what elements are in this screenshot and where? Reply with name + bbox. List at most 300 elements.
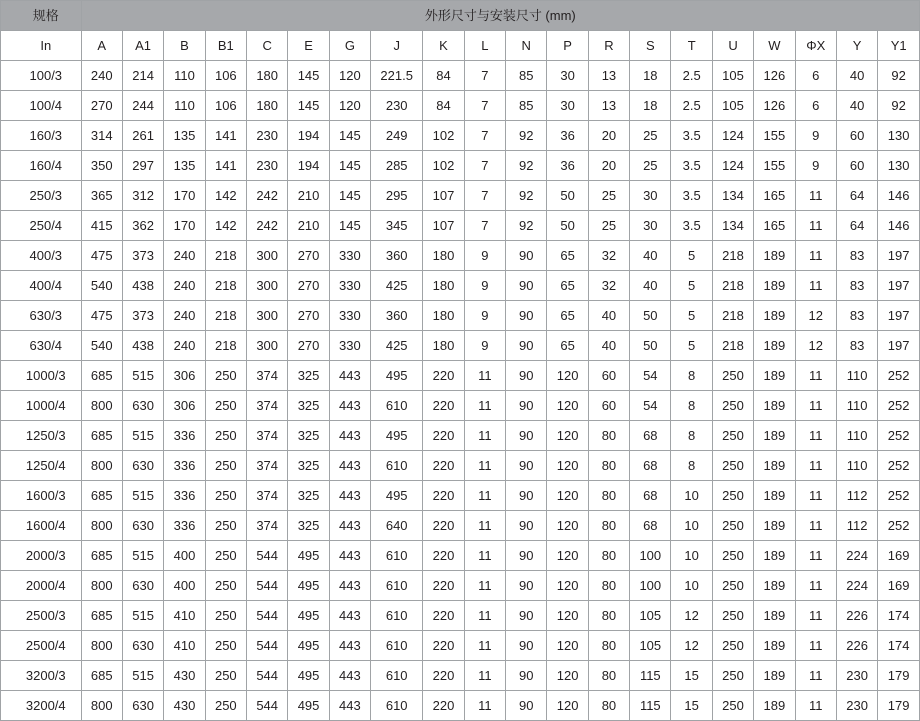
table-cell: 800: [81, 691, 122, 721]
table-cell: 374: [247, 391, 288, 421]
table-cell: 544: [247, 691, 288, 721]
table-cell: 170: [164, 211, 205, 241]
table-cell: 250: [712, 481, 753, 511]
table-cell: 32: [588, 271, 629, 301]
table-cell: 11: [464, 421, 505, 451]
table-cell: 25: [588, 211, 629, 241]
column-header-y1: Y1: [878, 31, 920, 61]
table-cell: 685: [81, 481, 122, 511]
table-cell: 189: [754, 451, 795, 481]
table-cell: 300: [247, 241, 288, 271]
table-cell: 90: [506, 571, 547, 601]
table-cell: 226: [836, 631, 877, 661]
table-row: [1, 61, 920, 91]
table-cell: 20: [588, 151, 629, 181]
table-cell: 544: [247, 661, 288, 691]
column-header-j: J: [371, 31, 423, 61]
table-cell: 110: [836, 361, 877, 391]
table-cell: 80: [588, 601, 629, 631]
table-cell: 250: [205, 631, 246, 661]
table-cell: 495: [371, 481, 423, 511]
table-cell: 13: [588, 61, 629, 91]
table-cell: 180: [423, 301, 464, 331]
table-cell: 189: [754, 661, 795, 691]
table-cell: 170: [164, 181, 205, 211]
column-header-x: ΦX: [795, 31, 836, 61]
table-cell: 250: [712, 601, 753, 631]
table-cell: 242: [247, 181, 288, 211]
table-cell: 240: [164, 331, 205, 361]
table-cell: 145: [329, 121, 370, 151]
table-cell: 610: [371, 541, 423, 571]
table-cell: 250: [205, 481, 246, 511]
table-cell: 142: [205, 181, 246, 211]
table-cell: 3.5: [671, 211, 712, 241]
table-cell: 146: [878, 181, 920, 211]
table-cell: 50: [547, 211, 588, 241]
table-cell: 218: [205, 241, 246, 271]
table-cell: 115: [630, 691, 671, 721]
table-cell: 221.5: [371, 61, 423, 91]
table-cell: 443: [329, 661, 370, 691]
table-cell: 220: [423, 391, 464, 421]
table-cell: 443: [329, 451, 370, 481]
table-cell: 425: [371, 331, 423, 361]
table-cell: 141: [205, 151, 246, 181]
table-cell: 11: [464, 481, 505, 511]
table-cell: 430: [164, 661, 205, 691]
table-cell: 65: [547, 241, 588, 271]
table-cell: 169: [878, 541, 920, 571]
table-cell: 540: [81, 331, 122, 361]
table-cell: 68: [630, 511, 671, 541]
table-cell: 374: [247, 451, 288, 481]
table-cell: 11: [795, 391, 836, 421]
table-top-header-row: [1, 1, 920, 31]
table-cell: 220: [423, 511, 464, 541]
table-cell: 495: [288, 601, 329, 631]
table-cell: 105: [630, 601, 671, 631]
table-cell: 336: [164, 511, 205, 541]
table-row: [1, 331, 920, 361]
table-cell: 250: [712, 691, 753, 721]
table-row: [1, 121, 920, 151]
table-cell: 220: [423, 451, 464, 481]
table-cell: 325: [288, 421, 329, 451]
table-cell: 18: [630, 91, 671, 121]
table-cell: 120: [329, 61, 370, 91]
table-cell: 80: [588, 691, 629, 721]
table-cell: 9: [464, 331, 505, 361]
table-cell: 115: [630, 661, 671, 691]
table-cell: 30: [630, 211, 671, 241]
table-cell: 112: [836, 511, 877, 541]
column-header-e: E: [288, 31, 329, 61]
table-cell: 443: [329, 691, 370, 721]
table-cell: 362: [122, 211, 163, 241]
table-cell: 68: [630, 421, 671, 451]
table-cell: 800: [81, 391, 122, 421]
table-cell: 126: [754, 61, 795, 91]
table-cell: 400: [164, 571, 205, 601]
table-cell: 330: [329, 271, 370, 301]
table-cell: 443: [329, 481, 370, 511]
table-cell: 374: [247, 481, 288, 511]
table-cell: 83: [836, 241, 877, 271]
table-cell: 285: [371, 151, 423, 181]
table-cell: 54: [630, 391, 671, 421]
table-cell: 15: [671, 691, 712, 721]
table-cell: 65: [547, 301, 588, 331]
table-cell: 220: [423, 421, 464, 451]
table-cell: 120: [547, 451, 588, 481]
table-cell: 189: [754, 541, 795, 571]
table-row: [1, 301, 920, 331]
table-cell: 145: [329, 151, 370, 181]
table-cell: 270: [81, 91, 122, 121]
table-cell: 297: [122, 151, 163, 181]
table-cell: 7: [464, 211, 505, 241]
table-cell: 220: [423, 361, 464, 391]
row-spec-label: 3200/3: [1, 661, 82, 691]
column-header-y: Y: [836, 31, 877, 61]
table-cell: 220: [423, 601, 464, 631]
table-cell: 540: [81, 271, 122, 301]
table-cell: 11: [795, 601, 836, 631]
table-cell: 220: [423, 661, 464, 691]
table-cell: 10: [671, 571, 712, 601]
table-cell: 197: [878, 241, 920, 271]
table-cell: 5: [671, 271, 712, 301]
table-cell: 443: [329, 571, 370, 601]
table-cell: 92: [878, 61, 920, 91]
table-cell: 495: [288, 631, 329, 661]
table-cell: 10: [671, 541, 712, 571]
table-cell: 544: [247, 571, 288, 601]
table-cell: 495: [288, 661, 329, 691]
table-cell: 250: [205, 571, 246, 601]
table-cell: 120: [547, 511, 588, 541]
table-cell: 120: [547, 361, 588, 391]
table-cell: 630: [122, 391, 163, 421]
row-spec-label: 630/4: [1, 331, 82, 361]
table-cell: 443: [329, 391, 370, 421]
table-column-header-row: [1, 31, 920, 61]
table-cell: 92: [506, 121, 547, 151]
table-cell: 11: [464, 571, 505, 601]
column-header-b: B: [164, 31, 205, 61]
table-cell: 210: [288, 211, 329, 241]
table-cell: 189: [754, 571, 795, 601]
table-cell: 8: [671, 391, 712, 421]
table-cell: 30: [547, 91, 588, 121]
table-cell: 610: [371, 691, 423, 721]
table-cell: 495: [371, 361, 423, 391]
table-cell: 325: [288, 481, 329, 511]
table-cell: 610: [371, 661, 423, 691]
table-cell: 410: [164, 601, 205, 631]
table-cell: 610: [371, 451, 423, 481]
table-cell: 40: [630, 241, 671, 271]
table-cell: 261: [122, 121, 163, 151]
table-cell: 250: [712, 541, 753, 571]
table-cell: 90: [506, 631, 547, 661]
table-cell: 135: [164, 121, 205, 151]
table-cell: 224: [836, 571, 877, 601]
table-cell: 544: [247, 541, 288, 571]
table-cell: 630: [122, 571, 163, 601]
table-cell: 11: [795, 271, 836, 301]
table-cell: 110: [836, 391, 877, 421]
table-cell: 218: [712, 301, 753, 331]
table-cell: 610: [371, 631, 423, 661]
table-cell: 90: [506, 421, 547, 451]
table-cell: 300: [247, 271, 288, 301]
table-cell: 64: [836, 211, 877, 241]
table-cell: 11: [464, 661, 505, 691]
table-cell: 85: [506, 61, 547, 91]
table-row: [1, 181, 920, 211]
column-header-c: C: [247, 31, 288, 61]
table-cell: 7: [464, 151, 505, 181]
table-cell: 11: [795, 571, 836, 601]
table-cell: 174: [878, 631, 920, 661]
table-row: [1, 481, 920, 511]
column-header-a: A: [81, 31, 122, 61]
table-cell: 7: [464, 181, 505, 211]
table-cell: 800: [81, 571, 122, 601]
table-cell: 40: [588, 331, 629, 361]
table-cell: 250: [712, 391, 753, 421]
column-header-b1: B1: [205, 31, 246, 61]
row-spec-label: 2500/3: [1, 601, 82, 631]
table-cell: 105: [630, 631, 671, 661]
table-cell: 250: [205, 451, 246, 481]
table-cell: 250: [712, 361, 753, 391]
table-cell: 8: [671, 451, 712, 481]
table-cell: 230: [836, 691, 877, 721]
table-cell: 189: [754, 391, 795, 421]
table-cell: 218: [205, 301, 246, 331]
table-cell: 9: [464, 301, 505, 331]
table-cell: 325: [288, 361, 329, 391]
table-cell: 36: [547, 121, 588, 151]
table-cell: 134: [712, 181, 753, 211]
table-cell: 40: [836, 61, 877, 91]
table-cell: 11: [795, 631, 836, 661]
table-cell: 610: [371, 391, 423, 421]
table-cell: 11: [795, 241, 836, 271]
table-cell: 250: [205, 391, 246, 421]
table-cell: 40: [836, 91, 877, 121]
column-header-g: G: [329, 31, 370, 61]
table-cell: 250: [205, 661, 246, 691]
row-spec-label: 1250/4: [1, 451, 82, 481]
table-cell: 374: [247, 361, 288, 391]
table-cell: 68: [630, 481, 671, 511]
table-cell: 11: [795, 541, 836, 571]
table-cell: 197: [878, 271, 920, 301]
table-cell: 330: [329, 241, 370, 271]
table-cell: 244: [122, 91, 163, 121]
row-spec-label: 2000/3: [1, 541, 82, 571]
table-cell: 189: [754, 481, 795, 511]
table-cell: 443: [329, 541, 370, 571]
table-cell: 252: [878, 391, 920, 421]
table-cell: 314: [81, 121, 122, 151]
table-cell: 50: [630, 301, 671, 331]
table-cell: 374: [247, 511, 288, 541]
table-body: [1, 61, 920, 721]
table-cell: 240: [81, 61, 122, 91]
table-cell: 11: [795, 421, 836, 451]
table-cell: 11: [464, 601, 505, 631]
table-cell: 134: [712, 211, 753, 241]
table-cell: 250: [205, 511, 246, 541]
table-cell: 106: [205, 61, 246, 91]
row-spec-label: 3200/4: [1, 691, 82, 721]
column-header-n: N: [506, 31, 547, 61]
table-cell: 90: [506, 511, 547, 541]
table-cell: 179: [878, 661, 920, 691]
table-cell: 250: [712, 631, 753, 661]
table-cell: 410: [164, 631, 205, 661]
table-cell: 11: [795, 451, 836, 481]
table-cell: 180: [423, 331, 464, 361]
table-row: [1, 541, 920, 571]
table-cell: 230: [247, 151, 288, 181]
table-cell: 630: [122, 631, 163, 661]
table-cell: 640: [371, 511, 423, 541]
table-cell: 83: [836, 301, 877, 331]
table-row: [1, 451, 920, 481]
table-cell: 515: [122, 481, 163, 511]
table-cell: 85: [506, 91, 547, 121]
table-cell: 544: [247, 631, 288, 661]
table-cell: 40: [588, 301, 629, 331]
table-cell: 336: [164, 481, 205, 511]
table-cell: 92: [506, 181, 547, 211]
table-cell: 350: [81, 151, 122, 181]
table-cell: 112: [836, 481, 877, 511]
table-row: [1, 631, 920, 661]
table-cell: 11: [795, 691, 836, 721]
table-cell: 9: [464, 271, 505, 301]
table-cell: 365: [81, 181, 122, 211]
table-cell: 252: [878, 361, 920, 391]
table-cell: 220: [423, 481, 464, 511]
table-cell: 11: [795, 511, 836, 541]
table-cell: 325: [288, 391, 329, 421]
column-header-u: U: [712, 31, 753, 61]
table-cell: 180: [247, 91, 288, 121]
table-cell: 374: [247, 421, 288, 451]
row-spec-label: 250/4: [1, 211, 82, 241]
table-cell: 2.5: [671, 61, 712, 91]
table-cell: 250: [205, 541, 246, 571]
table-cell: 475: [81, 241, 122, 271]
table-cell: 515: [122, 601, 163, 631]
table-row: [1, 511, 920, 541]
table-cell: 242: [247, 211, 288, 241]
table-cell: 240: [164, 241, 205, 271]
table-cell: 100: [630, 541, 671, 571]
table-cell: 360: [371, 301, 423, 331]
table-cell: 194: [288, 151, 329, 181]
table-cell: 189: [754, 691, 795, 721]
table-row: [1, 421, 920, 451]
column-header-t: T: [671, 31, 712, 61]
table-cell: 25: [630, 151, 671, 181]
table-cell: 240: [164, 271, 205, 301]
table-cell: 438: [122, 331, 163, 361]
table-cell: 250: [205, 421, 246, 451]
header-spec-group: 规格: [1, 1, 82, 31]
table-cell: 12: [795, 331, 836, 361]
table-cell: 685: [81, 661, 122, 691]
table-cell: 25: [588, 181, 629, 211]
table-cell: 336: [164, 421, 205, 451]
table-cell: 230: [836, 661, 877, 691]
table-cell: 11: [795, 361, 836, 391]
table-cell: 194: [288, 121, 329, 151]
table-cell: 800: [81, 451, 122, 481]
table-row: [1, 361, 920, 391]
table-cell: 5: [671, 331, 712, 361]
table-cell: 120: [547, 391, 588, 421]
table-cell: 220: [423, 631, 464, 661]
table-cell: 90: [506, 301, 547, 331]
table-cell: 11: [464, 451, 505, 481]
table-cell: 50: [630, 331, 671, 361]
table-cell: 145: [329, 181, 370, 211]
table-cell: 84: [423, 61, 464, 91]
table-cell: 214: [122, 61, 163, 91]
row-spec-label: 1600/4: [1, 511, 82, 541]
table-cell: 90: [506, 391, 547, 421]
table-cell: 11: [464, 511, 505, 541]
table-cell: 102: [423, 151, 464, 181]
table-cell: 220: [423, 541, 464, 571]
table-cell: 252: [878, 511, 920, 541]
table-cell: 3.5: [671, 121, 712, 151]
table-cell: 92: [506, 151, 547, 181]
table-cell: 224: [836, 541, 877, 571]
table-cell: 120: [547, 421, 588, 451]
table-cell: 189: [754, 271, 795, 301]
table-cell: 130: [878, 151, 920, 181]
table-cell: 189: [754, 511, 795, 541]
table-cell: 7: [464, 121, 505, 151]
table-cell: 60: [836, 151, 877, 181]
table-cell: 80: [588, 451, 629, 481]
row-spec-label: 1000/4: [1, 391, 82, 421]
table-cell: 12: [671, 601, 712, 631]
table-cell: 11: [464, 391, 505, 421]
table-cell: 155: [754, 121, 795, 151]
column-header-s: S: [630, 31, 671, 61]
table-cell: 80: [588, 631, 629, 661]
table-cell: 174: [878, 601, 920, 631]
table-cell: 7: [464, 91, 505, 121]
table-cell: 106: [205, 91, 246, 121]
table-row: [1, 601, 920, 631]
table-cell: 270: [288, 331, 329, 361]
row-spec-label: 1600/3: [1, 481, 82, 511]
table-cell: 443: [329, 421, 370, 451]
table-cell: 220: [423, 571, 464, 601]
row-spec-label: 160/3: [1, 121, 82, 151]
